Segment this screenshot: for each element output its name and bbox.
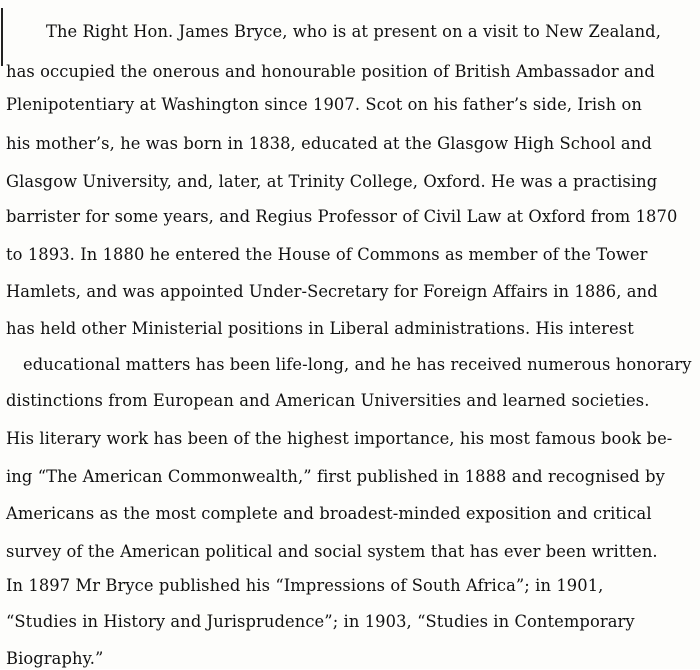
text-line-8: Hamlets, and was appointed Under-Secretary for Foreign Affairs in 1886, and	[6, 282, 658, 301]
text-line-17: “Studies in History and Jurisprudence”; in 1903, “Studies in Contemporary	[6, 612, 635, 631]
text-line-14: Americans as the most complete and broadest-minded exposition and critical	[6, 504, 652, 523]
text-line-3: Plenipotentiary at Washington since 1907. Scot on his father’s side, Irish on	[6, 95, 642, 114]
text-line-4: his mother’s, he was born in 1838, educated at the Glasgow High School and	[6, 134, 652, 153]
text-line-12: His literary work has been of the highest importance, his most famous book be-	[6, 429, 673, 448]
text-line-13: ing “The American Commonwealth,” first published in 1888 and recognised by	[6, 467, 665, 486]
text-line-10: educational matters has been life-long, and he has received numerous honorary	[23, 355, 692, 374]
text-line-6: barrister for some years, and Regius Professor of Civil Law at Oxford from 1870	[6, 207, 678, 226]
text-line-5: Glasgow University, and, later, at Trinity College, Oxford. He was a practising	[6, 172, 658, 191]
text-line-9: has held other Ministerial positions in Liberal administrations. His interest	[6, 319, 634, 338]
text-line-15: survey of the American political and social system that has ever been written.	[6, 542, 658, 561]
text-line-7: to 1893. In 1880 he entered the House of Commons as member of the Tower	[6, 245, 648, 264]
margin-rule	[1, 8, 3, 66]
text-line-2: has occupied the onerous and honourable position of British Ambassador and	[6, 62, 655, 81]
text-line-11: distinctions from European and American Universities and learned societies.	[6, 391, 650, 410]
text-line-1: The Right Hon. James Bryce, who is at present on a visit to New Zealand,	[46, 22, 661, 41]
text-line-16: In 1897 Mr Bryce published his “Impressions of South Africa”; in 1901,	[6, 576, 604, 595]
text-line-18: Biography.”	[6, 649, 104, 668]
